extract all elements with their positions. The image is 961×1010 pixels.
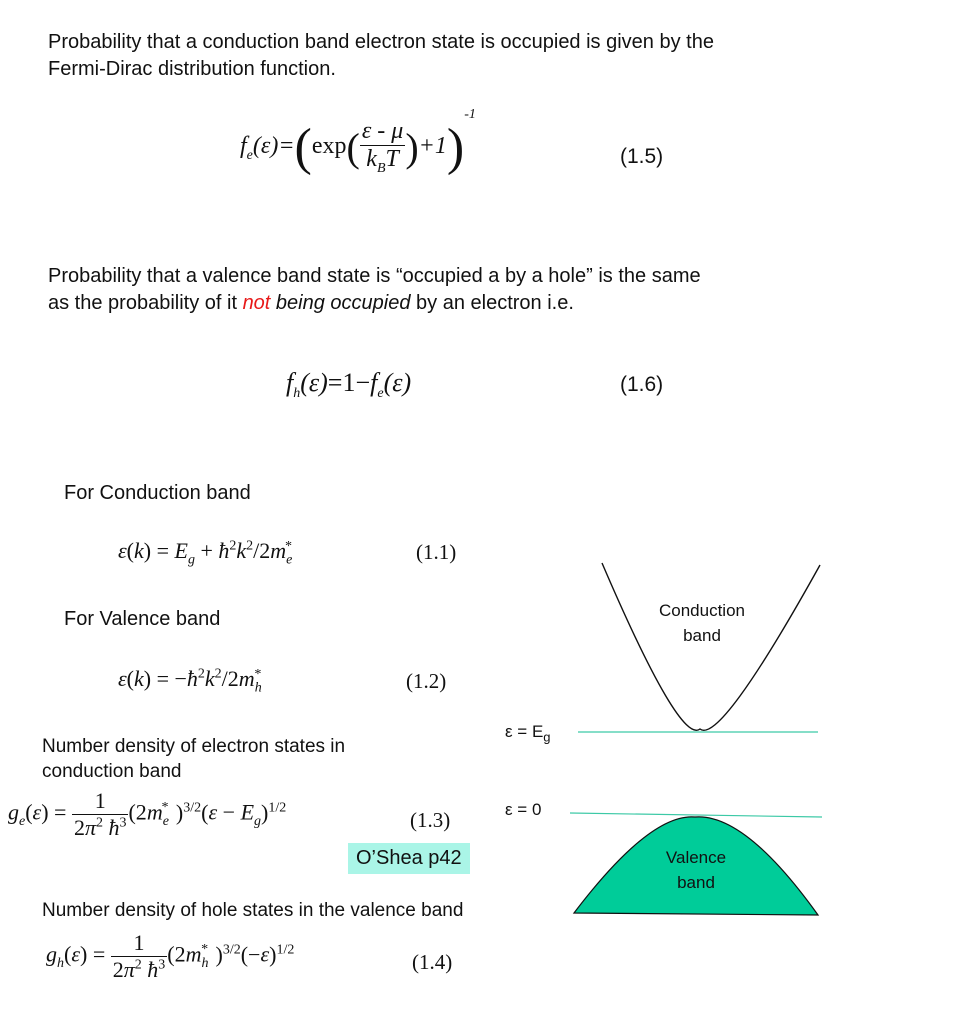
intro-text: [48, 29, 714, 83]
hole-line-1: Probability that a valence band state is “occupied a by a hole” is the same: [48, 265, 701, 287]
equation-number-1-2: (1.2): [406, 669, 447, 693]
conduction-heading: For Conduction band: [64, 482, 251, 504]
valence-band-label: Valence band: [665, 848, 727, 892]
electron-density-line-1: Number density of electron states in: [42, 736, 346, 757]
equation-1-2: $\varepsilon(k) = -ħ^2k^2/2m_h^*$: [118, 666, 262, 696]
equation-1-3: $g_e(\varepsilon)$ = $\frac{1}{2\pi^2 ħ^3}$ ($2m_e^*$ )$^{3/2}(\varepsilon - E_g)^{1/2}$: [8, 788, 287, 840]
intro-line-2: Fermi-Dirac distribution function.: [48, 58, 336, 80]
intro-line-1: Probability that a conduction band electron state is occupied is given by the: [48, 31, 714, 53]
valence-heading: For Valence band: [64, 608, 221, 630]
equation-number-1-5: (1.5): [620, 145, 664, 168]
equation-number-1-3: (1.3): [410, 808, 451, 832]
reference-badge: O’Shea p42: [348, 843, 470, 874]
equation-number-1-6: (1.6): [620, 373, 664, 396]
hole-text: [48, 263, 701, 317]
equation-number-1-1: (1.1): [416, 540, 457, 564]
equation-1-1: $\varepsilon(k) = E_g$ + $ħ^2k^2/2m_e^*$: [118, 538, 293, 568]
equation-number-1-4: (1.4): [412, 950, 453, 974]
electron-density-text: [42, 734, 345, 784]
electron-density-line-2: conduction band: [42, 761, 182, 782]
zero-level-label: ε = 0: [505, 800, 542, 819]
not-emphasis: not: [242, 292, 271, 314]
hole-density-text: Number density of hole states in the valence band: [42, 900, 464, 921]
equation-1-6: $f_h(\varepsilon)=1-f_e(\varepsilon)$: [286, 368, 412, 402]
eg-level-label: $\varepsilon = E_g$: [505, 722, 551, 745]
equation-1-4: $g_h(\varepsilon)$ = $\frac{1}{2\pi^2 ħ^3}$ ($2m_h^*$ )$^{3/2}(-\varepsilon)^{1/2}$: [46, 930, 295, 982]
hole-line-2: as the probability of it not being occupied by an electron i.e.: [48, 292, 574, 314]
equation-1-5: $f_e(\varepsilon)=(\exp$( $\frac{\varepsilon - \mu}{k_BT}$ )+1)$^{-1}$: [240, 107, 476, 176]
conduction-band-label: Conduction band: [658, 601, 745, 645]
